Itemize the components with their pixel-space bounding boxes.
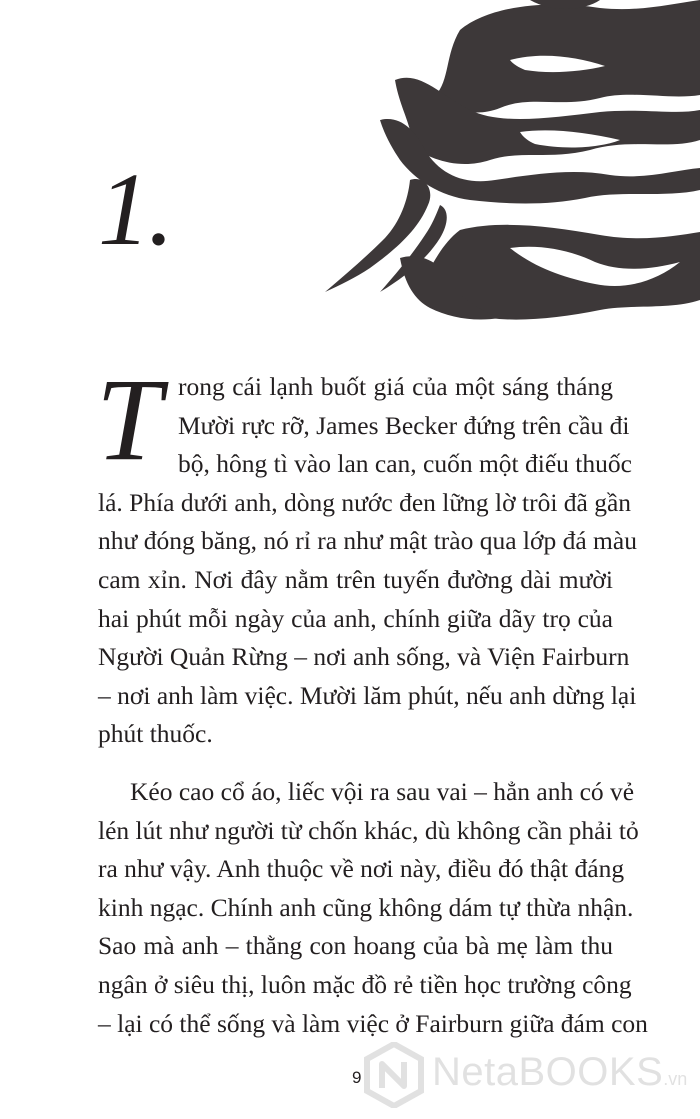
text-line: bộ, hông tì vào lan can, cuốn một điếu thuốc: [178, 449, 632, 479]
text-line: ngân ở siêu thị, luôn mặc đồ rẻ tiền học trường công: [98, 969, 632, 999]
text-line: lén lút như người từ chốn khác, dù không cần phải tỏ: [98, 815, 639, 845]
watermark-suffix: .vn: [663, 1069, 688, 1089]
watermark-brand: [432, 1050, 687, 1095]
body-text: [96, 354, 648, 1043]
chapter-number: 1.: [98, 152, 172, 267]
text-line: như đóng băng, nó rỉ ra như mật trào qua lớp đá màu: [98, 526, 637, 556]
text-line: ra như vậy. Anh thuộc về nơi này, điều đó thật đáng: [98, 854, 625, 884]
text-line: Kéo cao cổ áo, liếc vội ra sau vai – hẳn anh có vẻ: [130, 776, 635, 806]
ink-brush-illustration: [300, 0, 700, 340]
text-line: – lại có thể sống và làm việc ở Fairburn giữa đám con: [98, 1008, 648, 1038]
paragraph-1: [96, 354, 637, 754]
text-line: hai phút mỗi ngày của anh, chính giữa dãy trọ của: [98, 603, 613, 633]
text-line: Người Quản Rừng – nơi anh sống, và Viện Fairburn: [98, 642, 630, 672]
text-line: Sao mà anh – thằng con hoang của bà mẹ làm thu: [98, 931, 613, 961]
watermark-brand-text: NetaBOOKS: [432, 1050, 664, 1094]
text-line: kinh ngạc. Chính anh cũng không dám tự thừa nhận.: [98, 892, 634, 922]
netabooks-logo-icon: [364, 1042, 424, 1108]
text-line: rong cái lạnh buốt giá của một sáng tháng: [178, 372, 613, 401]
paragraph-2: [98, 773, 648, 1043]
text-line: Mười rực rỡ, James Becker đứng trên cầu đi: [178, 410, 630, 440]
text-line: phút thuốc.: [98, 719, 213, 749]
text-line: – nơi anh làm việc. Mười lăm phút, nếu anh dừng lại: [98, 680, 637, 710]
watermark: [362, 1040, 692, 1110]
page-number: 9: [352, 1068, 362, 1087]
text-line: cam xỉn. Nơi đây nằm trên tuyến đường dài mười: [98, 564, 613, 594]
drop-cap: T: [96, 354, 162, 485]
text-line: lá. Phía dưới anh, dòng nước đen lững lờ trôi đã gần: [98, 487, 632, 517]
